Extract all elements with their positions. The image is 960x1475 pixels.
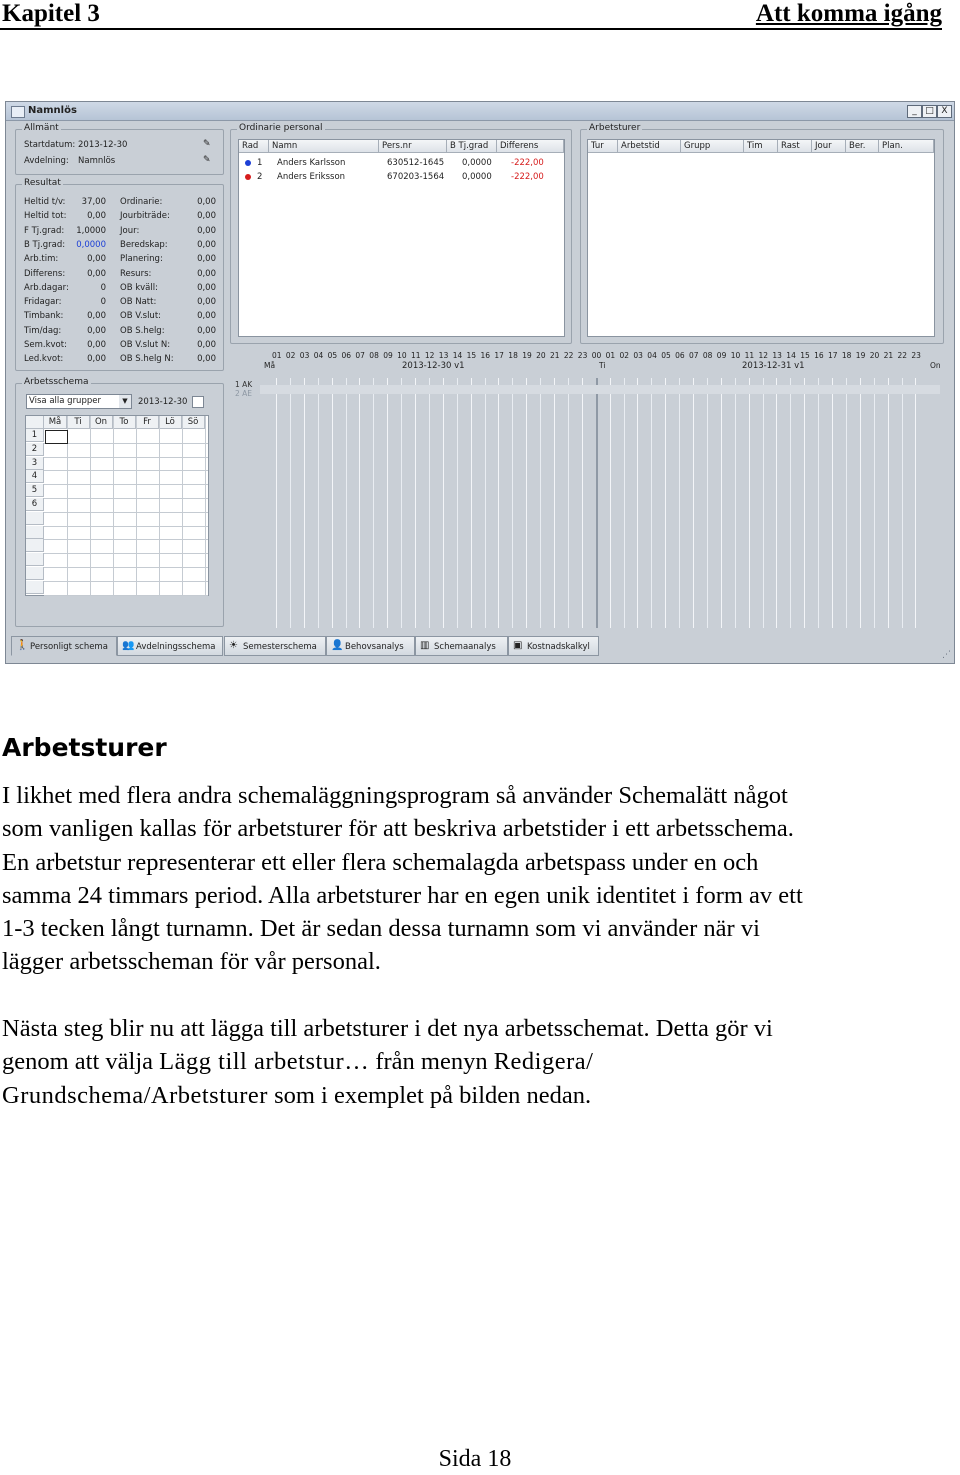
result-value: 0,00 <box>197 354 216 365</box>
hour-label: 10 <box>397 351 407 360</box>
cell-persnr: 630512-1645 <box>387 158 445 168</box>
close-button[interactable]: X <box>937 105 952 118</box>
hour-label: 19 <box>522 351 532 360</box>
hour-gridline <box>582 378 583 628</box>
result-value: 37,00 <box>81 197 106 207</box>
hour-gridline <box>818 378 819 628</box>
tab-label: Personligt schema <box>30 642 108 652</box>
ordinarie-label: Ordinarie personal <box>239 123 323 133</box>
hour-gridline <box>596 378 598 628</box>
resize-grip-icon[interactable]: ⋰ <box>942 650 951 660</box>
grid-day-header: To <box>113 416 136 429</box>
grid-day-header: Sö <box>182 416 205 429</box>
hour-gridline <box>790 378 791 628</box>
hour-gridline <box>276 378 277 628</box>
result-value: 0,00 <box>87 354 106 365</box>
hour-gridline <box>665 378 666 628</box>
hour-label: 08 <box>369 351 379 360</box>
cell-rad: 2 <box>257 172 263 182</box>
money-icon: ▣ <box>513 640 523 651</box>
result-label: Sem.kvot: <box>24 340 67 350</box>
grid-row-header <box>26 512 44 525</box>
startdatum-value: 2013-12-30 <box>78 140 128 150</box>
avdelning-label: Avdelning: <box>24 156 69 166</box>
grid-row-line <box>44 470 208 471</box>
hour-gridline <box>415 378 416 628</box>
hour-label: 19 <box>855 351 866 360</box>
p2-text: från menyn <box>369 1048 494 1076</box>
cell-tjgrad: 0,0000 <box>462 158 492 168</box>
sun-icon: ☀ <box>229 640 238 651</box>
grid-day-header: On <box>90 416 113 429</box>
result-label: Heltid tot: <box>24 211 67 222</box>
hour-gridline <box>373 378 374 628</box>
hour-gridline <box>443 378 444 628</box>
result-label: Jourbiträde: <box>120 211 170 222</box>
hour-label: 23 <box>911 351 921 360</box>
hour-label: 02 <box>619 351 630 360</box>
hour-label: 10 <box>730 351 741 360</box>
tab-label: Schemaanalys <box>434 642 496 652</box>
result-value: 0,00 <box>197 211 216 222</box>
tab-avdelningsschema[interactable] <box>117 636 223 656</box>
p1-line: I likhet med flera andra schemaläggningsprogram så använder Schemalätt något <box>2 782 788 809</box>
p2-line-2 <box>2 1045 957 1078</box>
p1-line: lägger arbetsscheman för vår personal. <box>2 948 381 976</box>
hour-gridline <box>693 378 694 628</box>
hour-label: 03 <box>633 351 643 360</box>
allmant-group <box>15 123 224 175</box>
result-value: 0,00 <box>197 340 216 350</box>
hour-label: 01 <box>605 351 616 360</box>
hour-label: 05 <box>661 351 671 360</box>
grid-row-header: 4 <box>26 470 44 483</box>
hour-label: 21 <box>883 351 894 360</box>
result-value: 1,0000 <box>76 225 106 236</box>
result-value: 0,00 <box>197 325 216 336</box>
hour-label: 22 <box>897 351 908 360</box>
person-icon: 🚶 <box>16 640 29 651</box>
grid-row-line <box>44 595 208 596</box>
result-value: 0,00 <box>87 325 106 336</box>
hour-gridline <box>651 378 652 628</box>
hour-gridline <box>707 378 708 628</box>
result-value: 0,0000 <box>76 239 106 250</box>
paragraph-1 <box>2 779 957 979</box>
hour-label: 04 <box>313 351 324 360</box>
result-value: 0,00 <box>197 239 216 250</box>
hour-gridline <box>610 378 611 628</box>
cell-diff: -222,00 <box>511 172 544 182</box>
result-label: Arb.tim: <box>24 254 59 265</box>
result-label: Jour: <box>120 225 140 236</box>
people-icon: 👤 <box>331 640 344 651</box>
tab-semesterschema[interactable] <box>224 636 326 656</box>
hour-label: 09 <box>383 351 393 360</box>
column-header[interactable]: Rad <box>239 140 269 153</box>
hour-label: 06 <box>675 351 685 360</box>
grid-row-header <box>26 539 44 552</box>
hour-gridline <box>874 378 875 628</box>
grid-row-line <box>44 526 208 527</box>
hour-gridline <box>860 378 861 628</box>
minimize-button[interactable]: _ <box>907 105 922 118</box>
hour-gridline <box>624 378 625 628</box>
title-bar <box>6 102 954 121</box>
startdatum-label: Startdatum: <box>24 140 76 150</box>
arbetsturer-label: Arbetsturer <box>589 123 641 133</box>
hour-label: 20 <box>536 351 546 360</box>
hour-label: 12 <box>758 351 769 360</box>
hour-label: 01 <box>272 351 282 360</box>
grid-corner <box>26 416 44 429</box>
arbetsschema-label: Arbetsschema <box>24 377 89 387</box>
column-header[interactable]: Arbetstid <box>618 140 681 153</box>
result-label: OB S.helg: <box>120 325 165 336</box>
status-dot-icon <box>245 160 251 166</box>
paragraph-2 <box>2 1012 957 1112</box>
allmant-label: Allmänt <box>24 123 59 133</box>
edit-pencil-icon[interactable]: ✎ <box>203 139 211 149</box>
tab-label: Behovsanalys <box>345 642 404 652</box>
hour-gridline <box>568 378 569 628</box>
hour-gridline <box>888 378 889 628</box>
hour-gridline <box>457 378 458 628</box>
hour-label: 17 <box>494 351 504 360</box>
bar-chart-icon: ▥ <box>420 640 430 651</box>
result-label: OB Natt: <box>120 297 157 308</box>
hour-gridline <box>776 378 777 628</box>
hour-gridline <box>485 378 486 628</box>
hour-gridline <box>763 378 764 628</box>
result-label: Resurs: <box>120 268 152 279</box>
hour-gridline <box>679 378 680 628</box>
tab-label: Avdelningsschema <box>136 642 216 652</box>
p2-text: som i exemplet på bilden nedan. <box>267 1081 592 1109</box>
people-icon: 👥 <box>122 640 135 651</box>
hour-gridline <box>429 378 430 628</box>
hour-gridline <box>804 378 805 628</box>
column-header[interactable]: Plan. <box>879 140 934 153</box>
column-header[interactable]: Tur <box>588 140 618 153</box>
tab-personligt schema[interactable] <box>11 636 117 656</box>
p2-line-1: Nästa steg blir nu att lägga till arbetsturer i det nya arbetsschemat. Detta gör vi <box>2 1015 773 1042</box>
hour-label: 14 <box>452 351 463 360</box>
hour-gridline <box>846 378 847 628</box>
p1-line: som vanligen kallas för arbetsturer för att beskriva arbetstider i ett arbetsschema. <box>2 815 794 843</box>
hour-label: 03 <box>299 351 310 360</box>
hour-gridline <box>735 378 736 628</box>
result-value: 0,00 <box>87 311 106 322</box>
hour-gridline <box>359 378 360 628</box>
grid-row-line <box>44 553 208 554</box>
column-header[interactable]: Rast <box>778 140 812 153</box>
grid-row-line <box>44 512 208 513</box>
chevron-down-icon[interactable]: ▼ <box>119 395 131 408</box>
day-label: On <box>930 361 941 370</box>
result-value: 0,00 <box>197 254 216 265</box>
hour-label: 23 <box>577 351 588 360</box>
column-header[interactable]: Jour <box>812 140 846 153</box>
p2-line-3 <box>2 1079 957 1112</box>
result-value: 0,00 <box>87 268 106 279</box>
p1-line: En arbetstur representerar ett eller flera schemalagda arbetspass under en och <box>2 848 759 876</box>
cell-rad: 1 <box>257 158 263 168</box>
menu-path-ref: Redigera/ <box>493 1048 594 1076</box>
result-value: 0,00 <box>197 297 216 308</box>
result-label: OB kväll: <box>120 282 158 293</box>
menu-item-ref: Lägg till arbetstur… <box>159 1048 370 1076</box>
hour-label: 21 <box>550 351 560 360</box>
hour-label: 04 <box>647 351 657 360</box>
ordinarie-table[interactable] <box>238 139 565 337</box>
hour-gridline <box>554 378 555 628</box>
result-value: 0,00 <box>87 340 106 350</box>
column-header[interactable]: Pers.nr <box>379 140 447 153</box>
grid-row-line <box>44 498 208 499</box>
hour-gridline <box>304 378 305 628</box>
cell-persnr: 670203-1564 <box>387 172 445 182</box>
hour-label: 22 <box>563 351 574 360</box>
hour-gridline <box>471 378 472 628</box>
hour-label: 06 <box>341 351 352 360</box>
hour-gridline <box>512 378 513 628</box>
grid-row-line <box>44 567 208 568</box>
day-label: Må <box>264 361 276 370</box>
hour-gridline <box>346 378 347 628</box>
resultat-label: Resultat <box>24 178 61 188</box>
hour-label: 07 <box>355 351 365 360</box>
column-header[interactable]: Tim <box>744 140 778 153</box>
column-header[interactable]: B Tj.grad <box>447 140 497 153</box>
table-row[interactable] <box>239 158 564 171</box>
hour-gridline <box>749 378 750 628</box>
hour-label: 13 <box>772 351 782 360</box>
grid-row-line <box>44 443 208 444</box>
hour-gridline <box>915 378 916 628</box>
result-value: 0,00 <box>197 225 216 236</box>
result-value: 0,00 <box>87 211 106 222</box>
result-label: Heltid t/v: <box>24 197 66 207</box>
hour-gridline <box>318 378 319 628</box>
grid-day-header: Lö <box>159 416 182 429</box>
p1-line: samma 24 timmars period. Alla arbetsturer har en egen unik identitet i form av ett <box>2 881 803 909</box>
grid-day-header: Fr <box>136 416 159 429</box>
result-label: Planering: <box>120 254 163 265</box>
column-header[interactable]: Ber. <box>846 140 879 153</box>
hour-label: 15 <box>466 351 477 360</box>
hour-gridline <box>401 378 402 628</box>
column-header[interactable]: Namn <box>269 140 379 153</box>
grid-row-header: 5 <box>26 484 44 497</box>
tab-kostnadskalkyl[interactable] <box>508 636 599 656</box>
grid-row-header <box>26 567 44 580</box>
maximize-button[interactable]: □ <box>922 105 937 118</box>
timeline-row-label: 2 AE <box>235 389 253 398</box>
result-label: OB S.helg N: <box>120 354 174 365</box>
hour-label: 16 <box>814 351 824 360</box>
grid-selected-cell[interactable] <box>45 430 68 444</box>
avdelning-value: Namnlös <box>78 156 116 166</box>
hour-label: 20 <box>869 351 880 360</box>
result-label: Differens: <box>24 268 66 279</box>
hour-gridline <box>832 378 833 628</box>
p2-text: genom att välja <box>2 1048 160 1076</box>
group-select-value: Visa alla grupper <box>29 396 101 406</box>
grid-row-header: 3 <box>26 457 44 470</box>
hour-label: 15 <box>800 351 810 360</box>
tab-schemaanalys[interactable] <box>415 636 508 656</box>
result-label: Beredskap: <box>120 239 168 250</box>
hour-gridline <box>637 378 638 628</box>
result-label: OB V.slut: <box>120 311 162 322</box>
result-value: 0,00 <box>197 197 216 207</box>
status-dot-icon <box>245 174 251 180</box>
window-title: Namnlös <box>28 105 77 116</box>
result-label: Led.kvot: <box>24 354 64 365</box>
hour-label: 02 <box>285 351 296 360</box>
table-row[interactable] <box>239 172 564 185</box>
grid-row-line <box>44 581 208 582</box>
chapter-label: Kapitel 3 <box>2 0 100 27</box>
app-icon <box>11 106 25 118</box>
group-select[interactable] <box>26 394 132 409</box>
cell-diff: -222,00 <box>511 158 544 168</box>
hour-label: 08 <box>702 351 713 360</box>
tab-label: Kostnadskalkyl <box>527 642 590 652</box>
schema-date: 2013-12-30 <box>138 397 188 407</box>
page-header <box>0 0 942 30</box>
grid-row-header: 1 <box>26 429 44 442</box>
hour-gridline <box>526 378 527 628</box>
hour-gridline <box>902 378 903 628</box>
hour-gridline <box>332 378 333 628</box>
result-value: 0,00 <box>87 254 106 265</box>
menu-path-ref: Grundschema/Arbetsturer <box>2 1081 268 1109</box>
hour-label: 17 <box>828 351 838 360</box>
hour-label: 12 <box>424 351 435 360</box>
p1-line: 1-3 tecken långt turnamn. Det är sedan dessa turnamn som vi använder när vi <box>2 915 760 943</box>
grid-row-header: 6 <box>26 498 44 511</box>
result-value: 0 <box>100 297 106 308</box>
result-label: Tim/dag: <box>24 325 62 336</box>
hour-gridline <box>387 378 388 628</box>
hour-label: 09 <box>716 351 727 360</box>
timeline-panel[interactable] <box>230 347 940 632</box>
hour-label: 05 <box>327 351 338 360</box>
column-header[interactable]: Differens <box>497 140 564 153</box>
timeline-band <box>260 385 940 394</box>
app-window <box>5 101 955 664</box>
day-date: 2013-12-30 v1 <box>402 361 465 371</box>
day-date: 2013-12-31 v1 <box>742 361 805 371</box>
result-label: OB V.slut N: <box>120 340 171 350</box>
calendar-icon[interactable] <box>192 396 204 408</box>
result-value: 0,00 <box>197 268 216 279</box>
grid-row-header <box>26 526 44 539</box>
hour-label: 18 <box>841 351 852 360</box>
grid-row-line <box>44 539 208 540</box>
result-label: Timbank: <box>24 311 64 322</box>
hour-label: 14 <box>786 351 796 360</box>
page-number: Sida 18 <box>438 1446 512 1472</box>
hour-label: 18 <box>508 351 518 360</box>
hour-gridline <box>498 378 499 628</box>
result-label: B Tj.grad: <box>24 239 66 250</box>
section-heading: Arbetsturer <box>2 733 167 762</box>
hour-gridline <box>540 378 541 628</box>
column-header[interactable]: Grupp <box>681 140 744 153</box>
schema-grid[interactable] <box>25 415 209 596</box>
result-value: 0,00 <box>197 311 216 322</box>
grid-day-header: Må <box>44 416 67 429</box>
hour-label: 11 <box>411 351 421 360</box>
grid-row-line <box>44 484 208 485</box>
tab-behovsanalys[interactable] <box>326 636 415 656</box>
hour-label: 16 <box>480 351 491 360</box>
grid-row-header <box>26 581 44 594</box>
result-value: 0,00 <box>197 282 216 293</box>
hour-gridline <box>290 378 291 628</box>
timeline-row-label: 1 AK <box>235 380 253 389</box>
tab-label: Semesterschema <box>243 642 317 652</box>
hour-label: 11 <box>744 351 755 360</box>
grid-row-header <box>26 553 44 566</box>
chapter-title: Att komma igång <box>755 0 942 27</box>
cell-namn: Anders Karlsson <box>277 158 346 168</box>
cell-tjgrad: 0,0000 <box>462 172 492 182</box>
result-label: Ordinarie: <box>120 197 163 207</box>
hour-label: 07 <box>689 351 699 360</box>
hour-label: 13 <box>438 351 449 360</box>
resultat-group <box>15 178 224 371</box>
grid-day-header: Ti <box>67 416 90 429</box>
result-label: Arb.dagar: <box>24 282 69 293</box>
hour-label: 00 <box>591 351 602 360</box>
edit-pencil-icon[interactable]: ✎ <box>203 155 211 165</box>
result-label: F Tj.grad: <box>24 225 65 236</box>
grid-row-line <box>44 457 208 458</box>
day-label: Ti <box>599 361 606 370</box>
cell-namn: Anders Eriksson <box>277 172 346 182</box>
arbetsturer-table[interactable] <box>587 139 935 337</box>
result-value: 0 <box>100 282 106 293</box>
grid-row-header: 2 <box>26 443 44 456</box>
hour-gridline <box>721 378 722 628</box>
result-label: Fridagar: <box>24 297 62 308</box>
